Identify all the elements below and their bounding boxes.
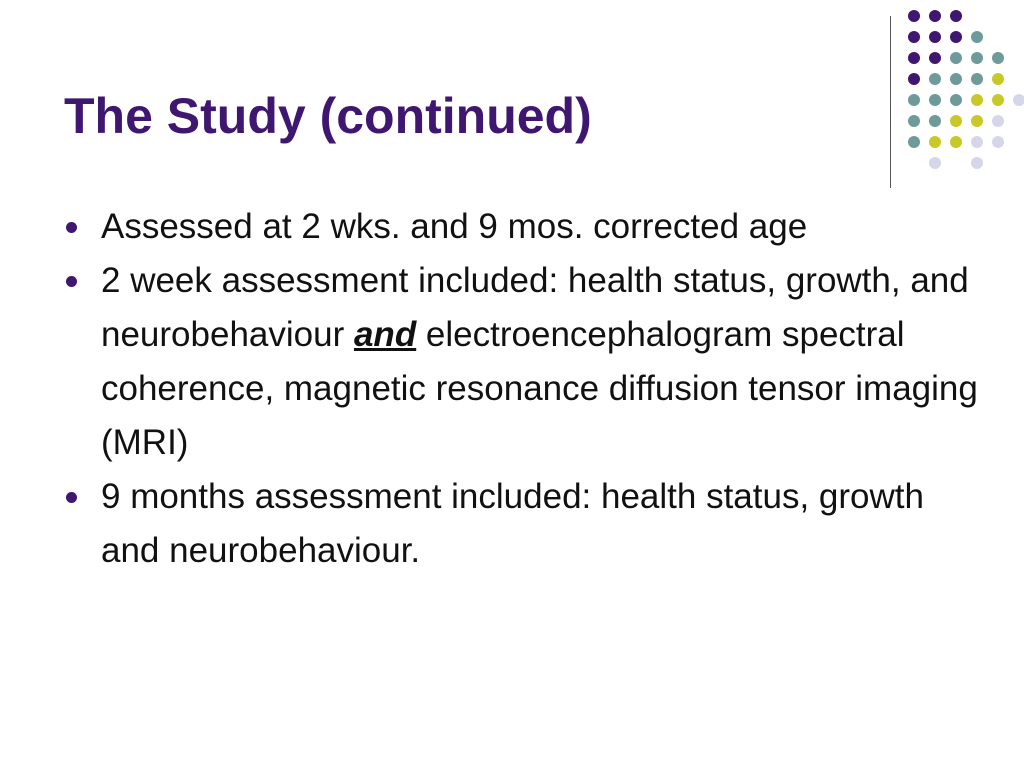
decorative-dot — [1013, 94, 1024, 106]
decorative-dot — [971, 157, 983, 169]
bullet-text-continued: electroencephalogram spectral coherence, magnetic resonance diffusion tensor imaging (MRI) — [101, 315, 978, 462]
bullet-text: 2 week assessment included: health status, growth, and neurobehaviour — [101, 261, 969, 354]
bullet-emphasis: and — [353, 315, 417, 354]
bullet-list — [64, 200, 984, 578]
decorative-dot — [992, 115, 1004, 127]
decorative-dot — [929, 94, 941, 106]
slide-title: The Study (continued) — [64, 88, 592, 144]
decorative-dot — [929, 31, 941, 43]
decorative-dot — [971, 136, 983, 148]
bullet-dot-icon — [66, 492, 77, 503]
decorative-dot — [971, 73, 983, 85]
decorative-dot-grid — [900, 10, 1010, 170]
bullet-text: Assessed at 2 wks. and 9 mos. corrected age — [101, 207, 808, 246]
decorative-dot — [950, 10, 962, 22]
decorative-dot — [908, 94, 920, 106]
decorative-dot — [992, 52, 1004, 64]
bullet-dot-icon — [66, 276, 77, 287]
decorative-dot — [992, 136, 1004, 148]
decorative-dot — [908, 115, 920, 127]
decorative-dot — [929, 73, 941, 85]
decorative-dot — [908, 10, 920, 22]
decorative-dot — [950, 73, 962, 85]
decorative-dot — [908, 136, 920, 148]
decorative-dot — [929, 136, 941, 148]
decorative-dot — [992, 73, 1004, 85]
decorative-dot — [950, 115, 962, 127]
decorative-dot — [971, 115, 983, 127]
decorative-dot — [908, 31, 920, 43]
decorative-dot — [908, 52, 920, 64]
bullet-item — [64, 200, 984, 254]
decorative-dot — [950, 52, 962, 64]
decorative-dot — [971, 52, 983, 64]
decorative-dot — [950, 94, 962, 106]
bullet-dot-icon — [66, 222, 77, 233]
bullet-item — [64, 254, 984, 470]
decorative-dot — [950, 136, 962, 148]
decorative-dot — [971, 31, 983, 43]
decorative-dot — [971, 94, 983, 106]
decorative-dot — [992, 94, 1004, 106]
bullet-text: 9 months assessment included: health status, growth and neurobehaviour. — [101, 477, 924, 570]
decorative-dot — [929, 10, 941, 22]
decorative-dot — [950, 31, 962, 43]
decorative-dot — [908, 73, 920, 85]
decorative-dot — [929, 52, 941, 64]
title-divider-line — [890, 16, 891, 188]
decorative-dot — [929, 115, 941, 127]
decorative-dot — [929, 157, 941, 169]
bullet-item — [64, 470, 984, 578]
